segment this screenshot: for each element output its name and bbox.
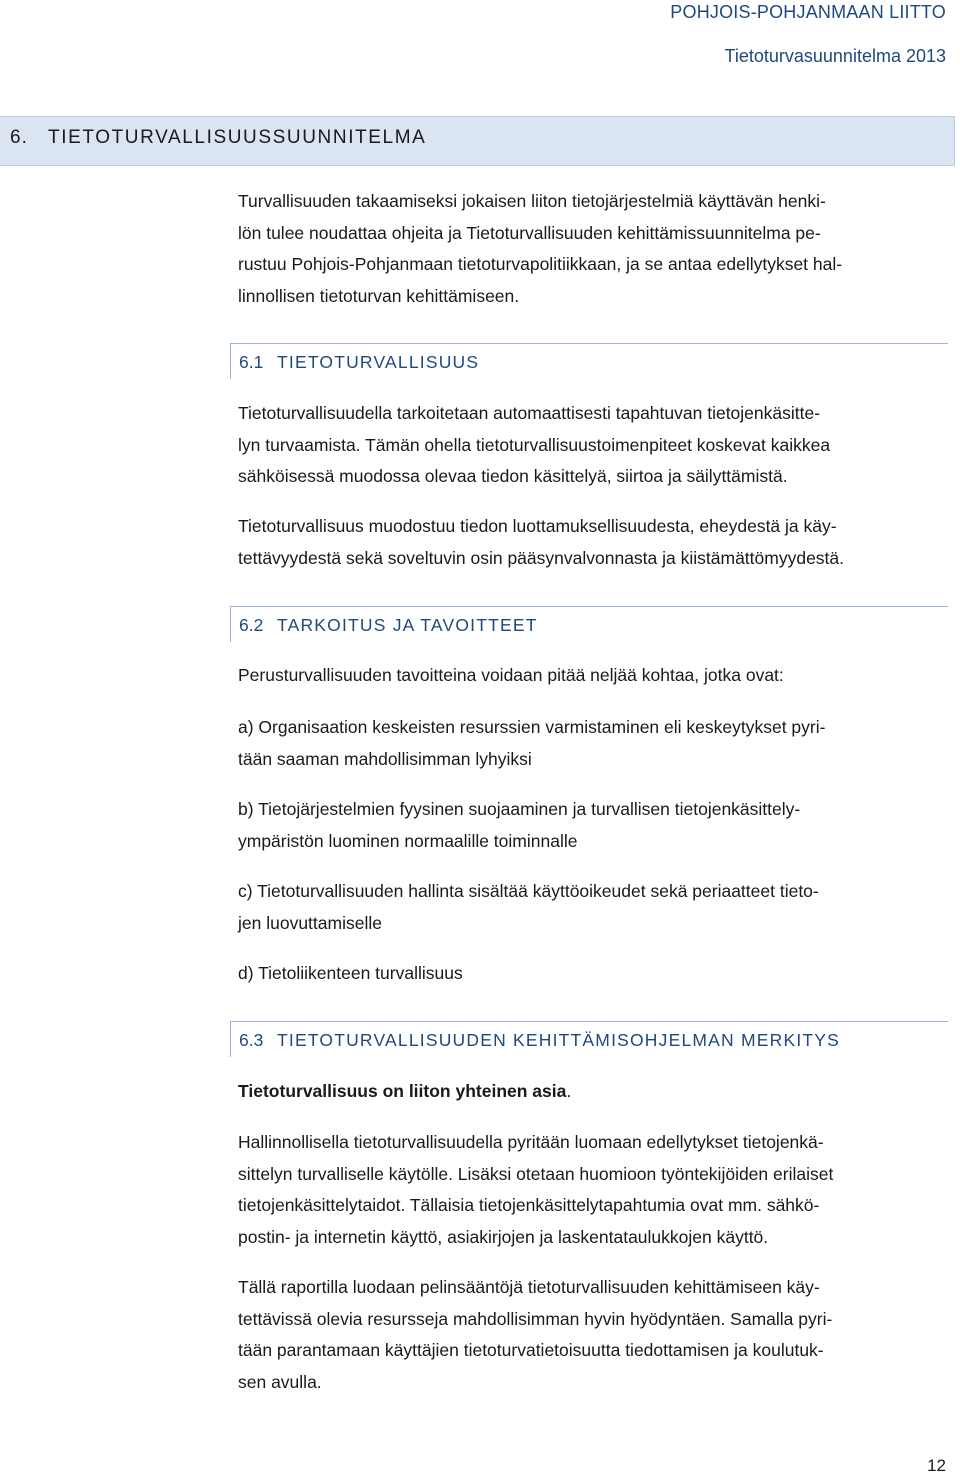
text-line: b) Tietojärjestelmien fyysinen suojaaminen ja turvallisen tietojenkäsittely- [238, 799, 801, 819]
section-title: TARKOITUS JA TAVOITTEET [277, 615, 538, 635]
section-heading-6-2 [230, 606, 948, 642]
text-line: Turvallisuuden takaamiseksi jokaisen liiton tietojärjestelmiä käyttävän henki- [238, 191, 826, 211]
text-line: tettävissä olevia resursseja mahdollisimman hyvin hyödyntäen. Samalla pyri- [238, 1308, 833, 1329]
section-number: 6.3 [239, 1030, 264, 1050]
text-line: c) Tietoturvallisuuden hallinta sisältää käyttöoikeudet sekä periaatteet tieto- [238, 881, 819, 901]
text-line: sen avulla. [238, 1371, 322, 1392]
text-line: a) Organisaation keskeisten resurssien varmistaminen eli keskeytykset pyri- [238, 717, 826, 737]
section-6-1-paragraph-1 [238, 398, 938, 493]
section-title: TIETOTURVALLISUUS [277, 352, 480, 372]
text-line: linnollisen tietoturvan kehittämiseen. [238, 285, 520, 306]
text-line: rustuu Pohjois-Pohjanmaan tietoturvapolitiikkaan, ja se antaa edellytykset hal- [238, 254, 843, 274]
page-header-document-title: Tietoturvasuunnitelma 2013 [724, 46, 946, 66]
section-6-3-lead [238, 1076, 938, 1108]
text-line: tettävyydestä sekä soveltuvin osin pääsynvalvonnasta ja kiistämättömyydestä. [238, 547, 845, 568]
page-number: 12 [927, 1456, 946, 1475]
section-6-3-paragraph-1 [238, 1127, 938, 1253]
text-line: Hallinnollisella tietoturvallisuudella pyritään luomaan edellytykset tietojenkä- [238, 1132, 824, 1152]
section-6-3-paragraph-2 [238, 1272, 938, 1398]
text-line: Tällä raportilla luodaan pelinsääntöjä tietoturvallisuuden kehittämiseen käy- [238, 1277, 820, 1297]
chapter-number: 6. [10, 127, 28, 148]
lead-end-punctuation: . [566, 1081, 572, 1101]
chapter-heading [0, 116, 955, 166]
text-line: sähköisessä muodossa olevaa tiedon käsittelyä, siirtoa ja säilyttämistä. [238, 466, 788, 486]
text-line: tään saaman mahdollisimman lyhyiksi [238, 748, 532, 769]
section-6-1-paragraph-2 [238, 511, 938, 574]
text-line: lyn turvaamista. Tämän ohella tietoturvallisuustoimenpiteet koskevat kaikkea [238, 434, 831, 455]
section-title: TIETOTURVALLISUUDEN KEHITTÄMISOHJELMAN MERKITYS [277, 1030, 841, 1050]
text-line: jen luovuttamiselle [238, 912, 382, 933]
list-item-a [238, 712, 938, 775]
section-6-2-intro [238, 660, 938, 692]
section-heading-6-1 [230, 343, 948, 379]
chapter-title: TIETOTURVALLISUUSSUUNNITELMA [48, 127, 427, 148]
list-item-c [238, 876, 938, 939]
text-line: tietojenkäsittelytaidot. Tällaisia tietojenkäsittelytapahtumia ovat mm. sähkö- [238, 1195, 820, 1215]
section-number: 6.2 [239, 615, 264, 635]
list-item-d [238, 958, 938, 990]
text-line: Perusturvallisuuden tavoitteina voidaan pitää neljää kohtaa, jotka ovat: [238, 665, 784, 685]
text-line: ympäristön luominen normaalille toiminnalle [238, 830, 578, 851]
chapter-intro-paragraph [238, 186, 938, 312]
text-line: d) Tietoliikenteen turvallisuus [238, 963, 463, 983]
page-header-org: POHJOIS-POHJANMAAN LIITTO [670, 2, 946, 22]
text-line: Tietoturvallisuudella tarkoitetaan automaattisesti tapahtuvan tietojenkäsitte- [238, 403, 821, 423]
lead-bold-text: Tietoturvallisuus on liiton yhteinen asia [238, 1081, 567, 1101]
section-heading-6-3 [230, 1021, 948, 1057]
text-line: postin- ja internetin käyttö, asiakirjojen ja laskentataulukkojen käyttö. [238, 1226, 769, 1247]
text-line: lön tulee noudattaa ohjeita ja Tietoturvallisuuden kehittämissuunnitelma pe- [238, 222, 821, 243]
text-line: Tietoturvallisuus muodostuu tiedon luottamuksellisuudesta, eheydestä ja käy- [238, 516, 837, 536]
section-number: 6.1 [239, 352, 264, 372]
text-line: tään parantamaan käyttäjien tietoturvatietoisuutta tiedottamisen ja koulutuk- [238, 1340, 824, 1360]
text-line: sittelyn turvalliselle käytölle. Lisäksi otetaan huomioon työntekijöiden erilaiset [238, 1163, 834, 1184]
list-item-b [238, 794, 938, 857]
